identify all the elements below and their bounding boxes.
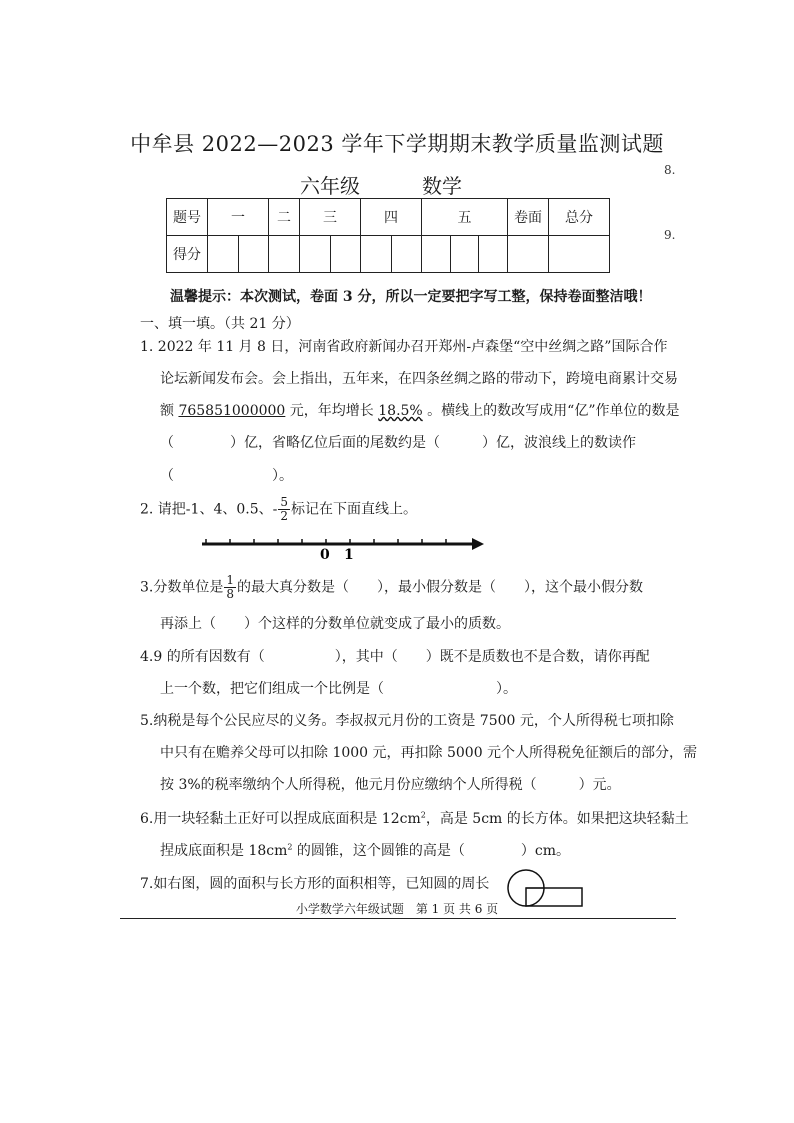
score-header-cell: 二 [269,199,300,236]
section-1-heading: 一、填一填。（共 21 分） [140,316,300,332]
score-cell [391,236,422,273]
q3-line-1 [140,574,643,601]
fraction-denominator: 8 [226,587,234,601]
q5-line-3: 按 3%的税率缴纳个人所得税，他元月份应缴纳个人所得税（ ）元。 [160,777,621,793]
q6-text: ，高是 5cm 的长方体。如果把这块轻黏土 [425,811,689,827]
q2-text: 标记在下面直线上。 [291,501,417,518]
exam-title: 中牟县 2022—2023 学年下学期期末教学质量监测试题 [130,132,664,156]
wavy-underlined-number: 18.5% [378,403,423,419]
grade-label: 六年级 [300,174,360,198]
q1-text: 。横线上的数改写成用“亿”作单位的数是 [422,403,680,419]
fraction-5-2 [278,496,290,523]
q3-text: 的最大真分数是（ ），最小假分数是（ ），这个最小假分数 [237,579,643,596]
fraction-numerator: 5 [280,495,288,509]
q2-line [140,496,417,523]
score-cell [450,236,479,273]
q6-text: 的圆锥，这个圆锥的高是（ ）cm。 [292,843,571,859]
score-header-cell: 五 [422,199,508,236]
q7-line-1: 7.如右图，圆的面积与长方形的面积相等，已知圆的周长 [140,876,490,892]
q4-line-1: 4.9 的所有因数有（ ），其中（ ）既不是质数也不是合数，请你再配 [140,649,650,665]
q6-text: 6.用一块轻黏土正好可以捏成底面积是 12cm [140,811,421,827]
page-footer: 小学数学六年级试题 第 1 页 共 6 页 [295,902,499,916]
number-line [196,530,486,562]
fraction-denominator: 2 [280,509,288,523]
score-cell [330,236,361,273]
underlined-number: 765851000000 [178,403,286,419]
score-cell [422,236,451,273]
score-header-cell: 卷面 [508,199,549,236]
score-table [166,198,610,273]
q1-line-5: （ ）。 [160,468,293,484]
subject-label: 数学 [422,174,462,198]
q6-line-2 [160,840,570,860]
score-header-cell: 题号 [167,199,208,236]
q1-text: 额 [160,403,179,419]
superscript: 2 [420,810,426,820]
score-cell [479,236,508,273]
footer-divider [120,918,676,919]
score-row-label: 得分 [167,236,208,273]
q1-line-1: 1. 2022 年 11 月 8 日，河南省政府新闻办召开郑州-卢森堡“空中丝绸之路”国际合作 [140,339,668,355]
q1-line-4: （ ）亿，省略亿位后面的尾数约是（ ）亿，波浪线上的数读作 [160,435,636,451]
score-cell [508,236,549,273]
score-cell [208,236,239,273]
q6-text: 捏成底面积是 18cm [160,843,288,859]
q6-line-1 [140,808,689,828]
q2-text: 2. 请把-1、4、0.5、- [140,501,278,518]
q1-line-2: 论坛新闻发布会。会上指出，五年来，在四条丝绸之路的带动下，跨境电商累计交易 [160,371,678,387]
score-header-cell: 三 [300,199,361,236]
q4-line-2: 上一个数，把它们组成一个比例是（ ）。 [160,681,517,697]
q3-text: 3.分数单位是 [140,579,224,596]
label-zero: 0 [320,547,330,562]
score-cell [269,236,300,273]
fraction-numerator: 1 [226,573,234,587]
score-cell [300,236,331,273]
q1-text: 元，年均增长 [285,403,379,419]
score-table-score-row [167,236,610,273]
q3-line-2: 再添上（ ）个这样的分数单位就变成了最小的质数。 [160,616,510,632]
score-header-cell: 一 [208,199,269,236]
q5-line-1: 5.纳税是每个公民应尽的义务。李叔叔元月份的工资是 7500 元，个人所得税七项扣除 [140,713,674,729]
q5-line-2: 中只有在赡养父母可以扣除 1000 元，再扣除 5000 元个人所得税免征额后的部分，需 [160,745,698,761]
score-cell [361,236,392,273]
warm-tip: 温馨提示：本次测试，卷面 3 分，所以一定要把字写工整，保持卷面整洁哦！ [170,289,652,305]
number-line-arrow [472,538,484,550]
q1-line-3 [160,400,680,420]
score-header-cell: 总分 [549,199,610,236]
label-one: 1 [344,547,354,562]
score-header-cell: 四 [361,199,422,236]
score-cell [549,236,610,273]
superscript: 2 [287,842,293,852]
score-table-header-row [167,199,610,236]
margin-number-9: 9. [664,228,676,242]
score-cell [238,236,269,273]
fraction-1-8 [224,574,236,601]
margin-number-8: 8. [664,163,676,177]
